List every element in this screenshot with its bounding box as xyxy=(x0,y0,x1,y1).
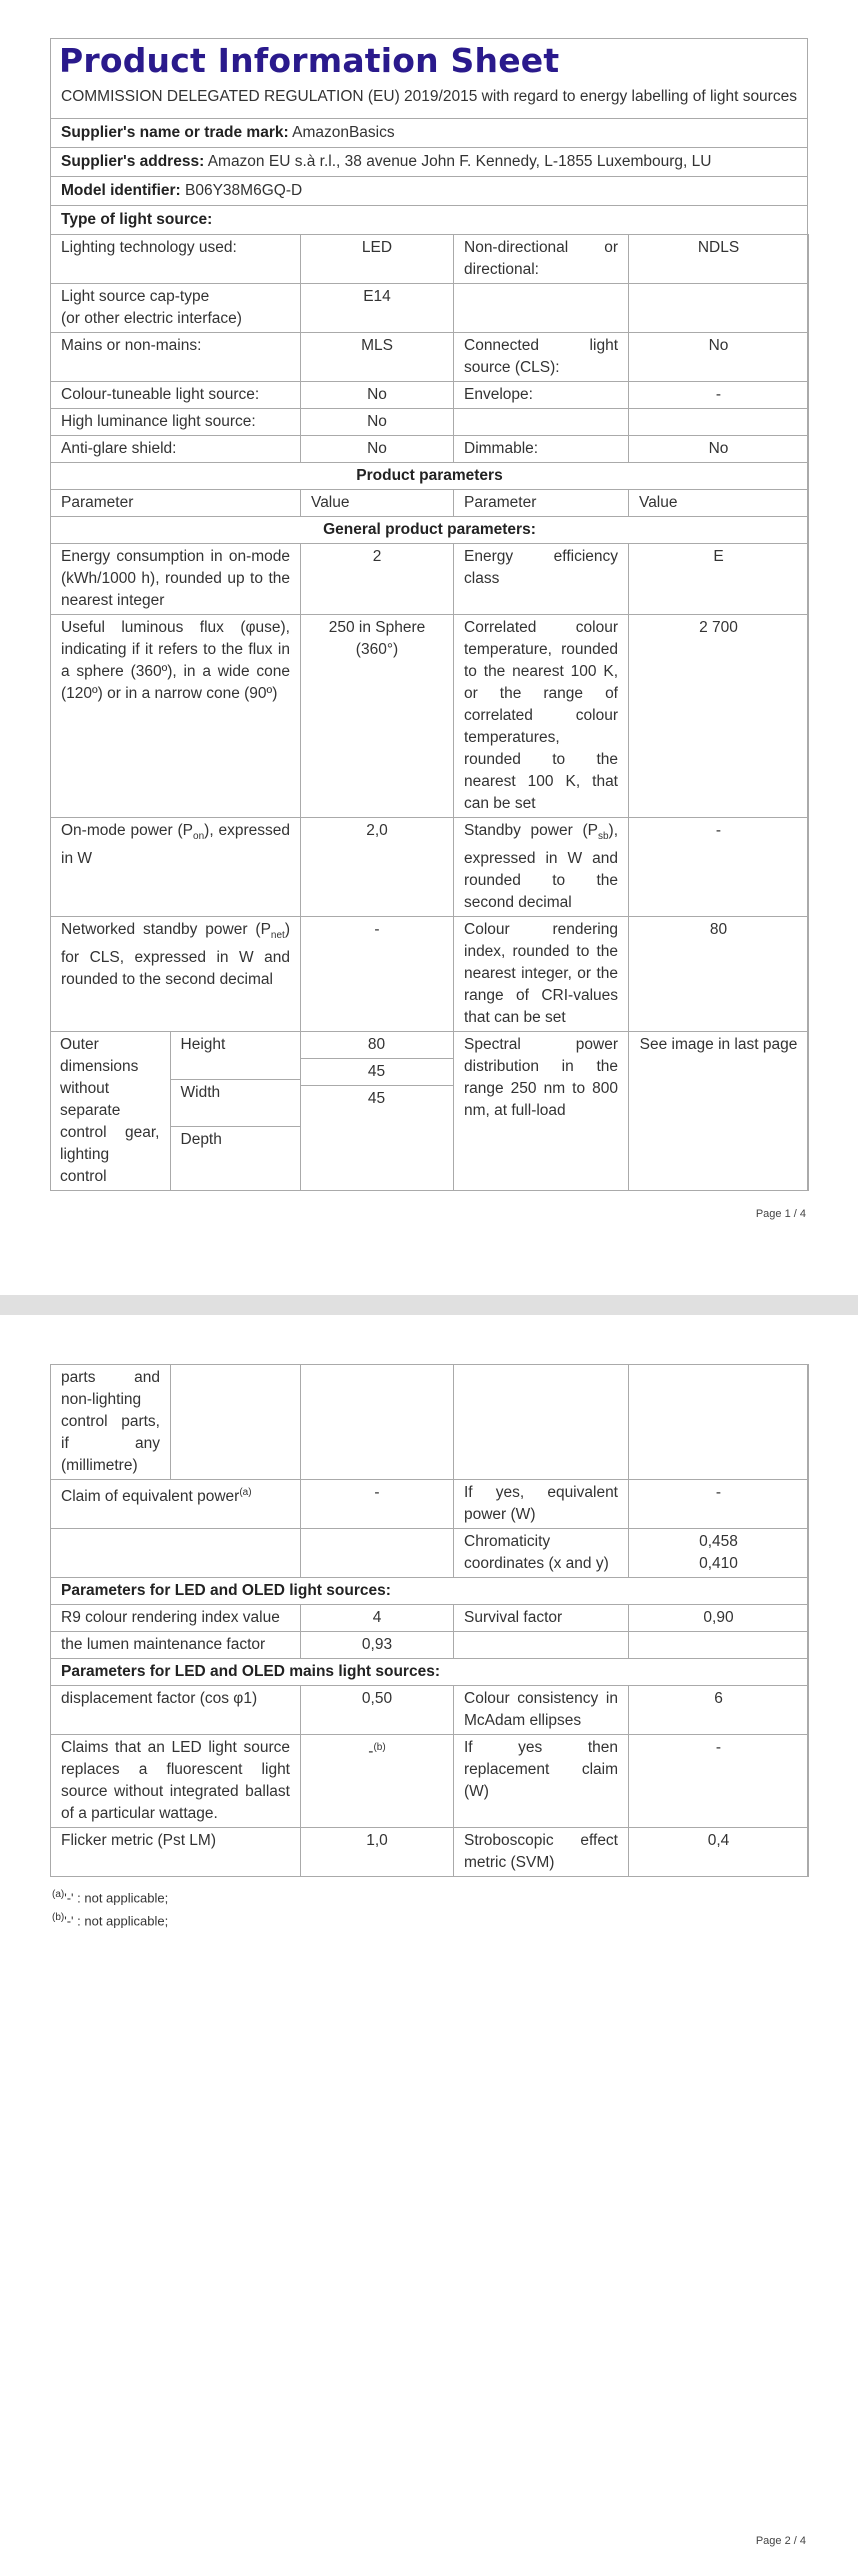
table-row xyxy=(51,463,809,490)
model-row xyxy=(51,176,807,205)
cap-label: Light source cap-type xyxy=(61,288,210,305)
spd-value: See image in last page xyxy=(629,1032,809,1191)
page-separator xyxy=(0,1295,858,1315)
table-row xyxy=(51,1686,809,1735)
info-sheet-page2 xyxy=(50,1365,808,1877)
spd-label: Spectral power distribution in the range 250 nm to 800 nm, at full-load xyxy=(454,1032,629,1191)
parameters-table-continued xyxy=(50,1364,809,1877)
supplier-address-value: Amazon EU s.à r.l., 38 avenue John F. Kennedy, L-1855 Luxembourg, LU xyxy=(207,153,712,170)
table-row xyxy=(51,382,809,409)
on-mode-power-label: On-mode power $(P_{on})$, expressed in W xyxy=(51,818,301,917)
table-row xyxy=(51,409,809,436)
cap-label-cell xyxy=(51,284,301,333)
supplier-name-row xyxy=(51,118,807,147)
colour-consistency-value: 6 xyxy=(629,1686,809,1735)
empty-cell xyxy=(301,1365,454,1480)
cls-value: No xyxy=(629,333,809,382)
stroboscopic-value: 0,4 xyxy=(629,1828,809,1877)
replacement-claim-value: - xyxy=(629,1735,809,1828)
model-label: Model identifier: xyxy=(61,182,181,199)
empty-cell xyxy=(301,1529,454,1578)
flux-label: Useful luminous flux (φuse), indicating if it refers to the flux in a sphere (360º), in a wide cone (120º) or in a narrow cone (90º) xyxy=(51,615,301,818)
envelope-label: Envelope: xyxy=(454,382,629,409)
anti-glare-label: Anti-glare shield: xyxy=(51,436,301,463)
width-label: Width xyxy=(170,1079,300,1127)
envelope-value: - xyxy=(629,382,809,409)
cls-label: Connected light source (CLS): xyxy=(454,333,629,382)
table-row xyxy=(51,1659,809,1686)
supplier-address-label: Supplier's address: xyxy=(61,153,205,170)
flux-value: 250 in Sphere (360°) xyxy=(301,615,454,818)
col-header-parameter-2: Parameter xyxy=(454,490,629,517)
empty-cell xyxy=(51,1529,301,1578)
empty-cell xyxy=(454,1632,629,1659)
tuneable-value: No xyxy=(301,382,454,409)
high-luminance-value: No xyxy=(301,409,454,436)
directional-value: NDLS xyxy=(629,235,809,284)
empty-cell xyxy=(629,409,809,436)
model-value: B06Y38M6GQ-D xyxy=(185,182,303,199)
energy-value: 2 xyxy=(301,544,454,615)
table-row xyxy=(51,235,809,284)
cap-value: E14 xyxy=(301,284,454,333)
mains-label: Mains or non-mains: xyxy=(51,333,301,382)
depth-label: Depth xyxy=(170,1127,300,1191)
empty-cell xyxy=(629,284,809,333)
energy-label: Energy consumption in on-mode (kWh/1000 h), rounded up to the nearest integer xyxy=(51,544,301,615)
table-row xyxy=(51,284,809,333)
table-row xyxy=(51,517,809,544)
cri-value: 80 xyxy=(629,917,809,1032)
empty-cell xyxy=(629,1632,809,1659)
footnote-b: $^{(b)}$'-' : not applicable; xyxy=(52,1912,169,1929)
led-parameters-heading: Parameters for LED and OLED light sources: xyxy=(51,1578,809,1605)
flicker-label: Flicker metric (Pst LM) xyxy=(51,1828,301,1877)
table-row xyxy=(51,1032,809,1191)
fluorescent-claim-label: Claims that an LED light source replaces a fluorescent light source without integrated ballast of a particular wattage. xyxy=(51,1735,301,1828)
empty-cell xyxy=(454,284,629,333)
type-heading-row xyxy=(51,205,807,234)
supplier-address-row xyxy=(51,147,807,176)
page-number: Page 2 / 4 xyxy=(755,2535,806,2547)
col-header-value-2: Value xyxy=(629,490,809,517)
high-luminance-label: High luminance light source: xyxy=(51,409,301,436)
info-sheet-page1 xyxy=(50,38,808,1191)
lumen-maintenance-label: the lumen maintenance factor xyxy=(51,1632,301,1659)
anti-glare-value: No xyxy=(301,436,454,463)
equivalent-power-value: - xyxy=(301,1480,454,1529)
equivalent-power-yes-label: If yes, equivalent power (W) xyxy=(454,1480,629,1529)
dimensions-values xyxy=(300,1031,453,1149)
empty-cell xyxy=(454,1365,629,1480)
table-row xyxy=(51,917,809,1032)
chromaticity-values xyxy=(629,1529,809,1578)
dimensions-inner xyxy=(50,1031,300,1190)
dimmable-label: Dimmable: xyxy=(454,436,629,463)
dimensions-label: Outer dimensions without separate control gear, lighting control xyxy=(50,1032,170,1191)
light-source-table xyxy=(50,234,809,1191)
cap-label-2: (or other electric interface) xyxy=(61,310,242,327)
regulation-subtitle: COMMISSION DELEGATED REGULATION (EU) 2019/2015 with regard to energy labelling of light sources xyxy=(61,88,797,105)
col-header-value: Value xyxy=(301,490,454,517)
chromaticity-y: 0,410 xyxy=(699,1555,738,1572)
chromaticity-x: 0,458 xyxy=(699,1533,738,1550)
page-title: Product Information Sheet xyxy=(59,41,560,80)
mains-parameters-heading: Parameters for LED and OLED mains light sources: xyxy=(51,1659,809,1686)
dimensions-cell xyxy=(51,1032,301,1191)
cri-label: Colour rendering index, rounded to the nearest integer, or the range of CRI-values that can be set xyxy=(454,917,629,1032)
dimensions-label-continued: parts and non-lighting control parts, if any (millimetre) xyxy=(51,1365,171,1480)
width-value: 45 xyxy=(300,1059,453,1086)
height-value: 80 xyxy=(300,1032,453,1059)
table-row xyxy=(51,544,809,615)
cct-value: 2 700 xyxy=(629,615,809,818)
r9-label: R9 colour rendering index value xyxy=(51,1605,301,1632)
efficiency-class-label: Energy efficiency class xyxy=(454,544,629,615)
cct-label: Correlated colour temperature, rounded to the nearest 100 K, or the range of correlated colour temperatures, rounded to the nearest 100 K, that can be set xyxy=(454,615,629,818)
type-heading: Type of light source: xyxy=(61,211,213,228)
replacement-claim-label: If yes then replacement claim (W) xyxy=(454,1735,629,1828)
supplier-name-value: AmazonBasics xyxy=(292,124,395,141)
equivalent-power-label: Claim of equivalent power$^{(a)}$ xyxy=(51,1480,301,1529)
flicker-value: 1,0 xyxy=(301,1828,454,1877)
chromaticity-label: Chromaticity coordinates (x and y) xyxy=(454,1529,629,1578)
col-header-parameter: Parameter xyxy=(51,490,301,517)
table-row xyxy=(51,1828,809,1877)
efficiency-class-value: E xyxy=(629,544,809,615)
table-row xyxy=(51,1735,809,1828)
depth-value: 45 xyxy=(300,1086,453,1150)
standby-power-value: - xyxy=(629,818,809,917)
table-row xyxy=(51,1529,809,1578)
page-2 xyxy=(0,1315,858,2560)
tuneable-label: Colour-tuneable light source: xyxy=(51,382,301,409)
table-row xyxy=(51,1480,809,1529)
dimmable-value: No xyxy=(629,436,809,463)
table-row xyxy=(51,436,809,463)
table-row xyxy=(51,1578,809,1605)
tech-value: LED xyxy=(301,235,454,284)
empty-cell xyxy=(629,1365,809,1480)
on-mode-power-value: 2,0 xyxy=(301,818,454,917)
colour-consistency-label: Colour consistency in McAdam ellipses xyxy=(454,1686,629,1735)
empty-cell xyxy=(171,1365,301,1480)
standby-power-label: Standby power $(P_{sb})$, expressed in W and rounded to the second decimal xyxy=(454,818,629,917)
footnote-a: $^{(a)}$'-' : not applicable; xyxy=(52,1889,169,1906)
equivalent-power-yes-value: - xyxy=(629,1480,809,1529)
dimensions-values-cell xyxy=(301,1032,454,1191)
mains-value: MLS xyxy=(301,333,454,382)
product-parameters-heading: Product parameters xyxy=(51,463,809,490)
fluorescent-claim-value: -$^{(b)}$ xyxy=(301,1735,454,1828)
displacement-factor-label: displacement factor (cos φ1) xyxy=(51,1686,301,1735)
supplier-name-label: Supplier's name or trade mark: xyxy=(61,124,289,141)
empty-cell xyxy=(454,409,629,436)
height-label: Height xyxy=(170,1032,300,1080)
table-row xyxy=(51,1605,809,1632)
survival-factor-label: Survival factor xyxy=(454,1605,629,1632)
r9-value: 4 xyxy=(301,1605,454,1632)
table-row xyxy=(51,615,809,818)
table-row xyxy=(51,1365,809,1480)
networked-standby-value: - xyxy=(301,917,454,1032)
footnotes xyxy=(52,1885,168,1932)
tech-label: Lighting technology used: xyxy=(51,235,301,284)
lumen-maintenance-value: 0,93 xyxy=(301,1632,454,1659)
general-parameters-heading: General product parameters: xyxy=(51,517,809,544)
table-row xyxy=(51,333,809,382)
survival-factor-value: 0,90 xyxy=(629,1605,809,1632)
table-row xyxy=(51,490,809,517)
page-number: Page 1 / 4 xyxy=(755,1208,806,1220)
displacement-factor-value: 0,50 xyxy=(301,1686,454,1735)
networked-standby-label: Networked standby power $(P_{net})$ for CLS, expressed in W and rounded to the second decimal xyxy=(51,917,301,1032)
stroboscopic-label: Stroboscopic effect metric (SVM) xyxy=(454,1828,629,1877)
table-row xyxy=(51,1632,809,1659)
directional-label: Non-directional or directional: xyxy=(454,235,629,284)
table-row xyxy=(51,818,809,917)
